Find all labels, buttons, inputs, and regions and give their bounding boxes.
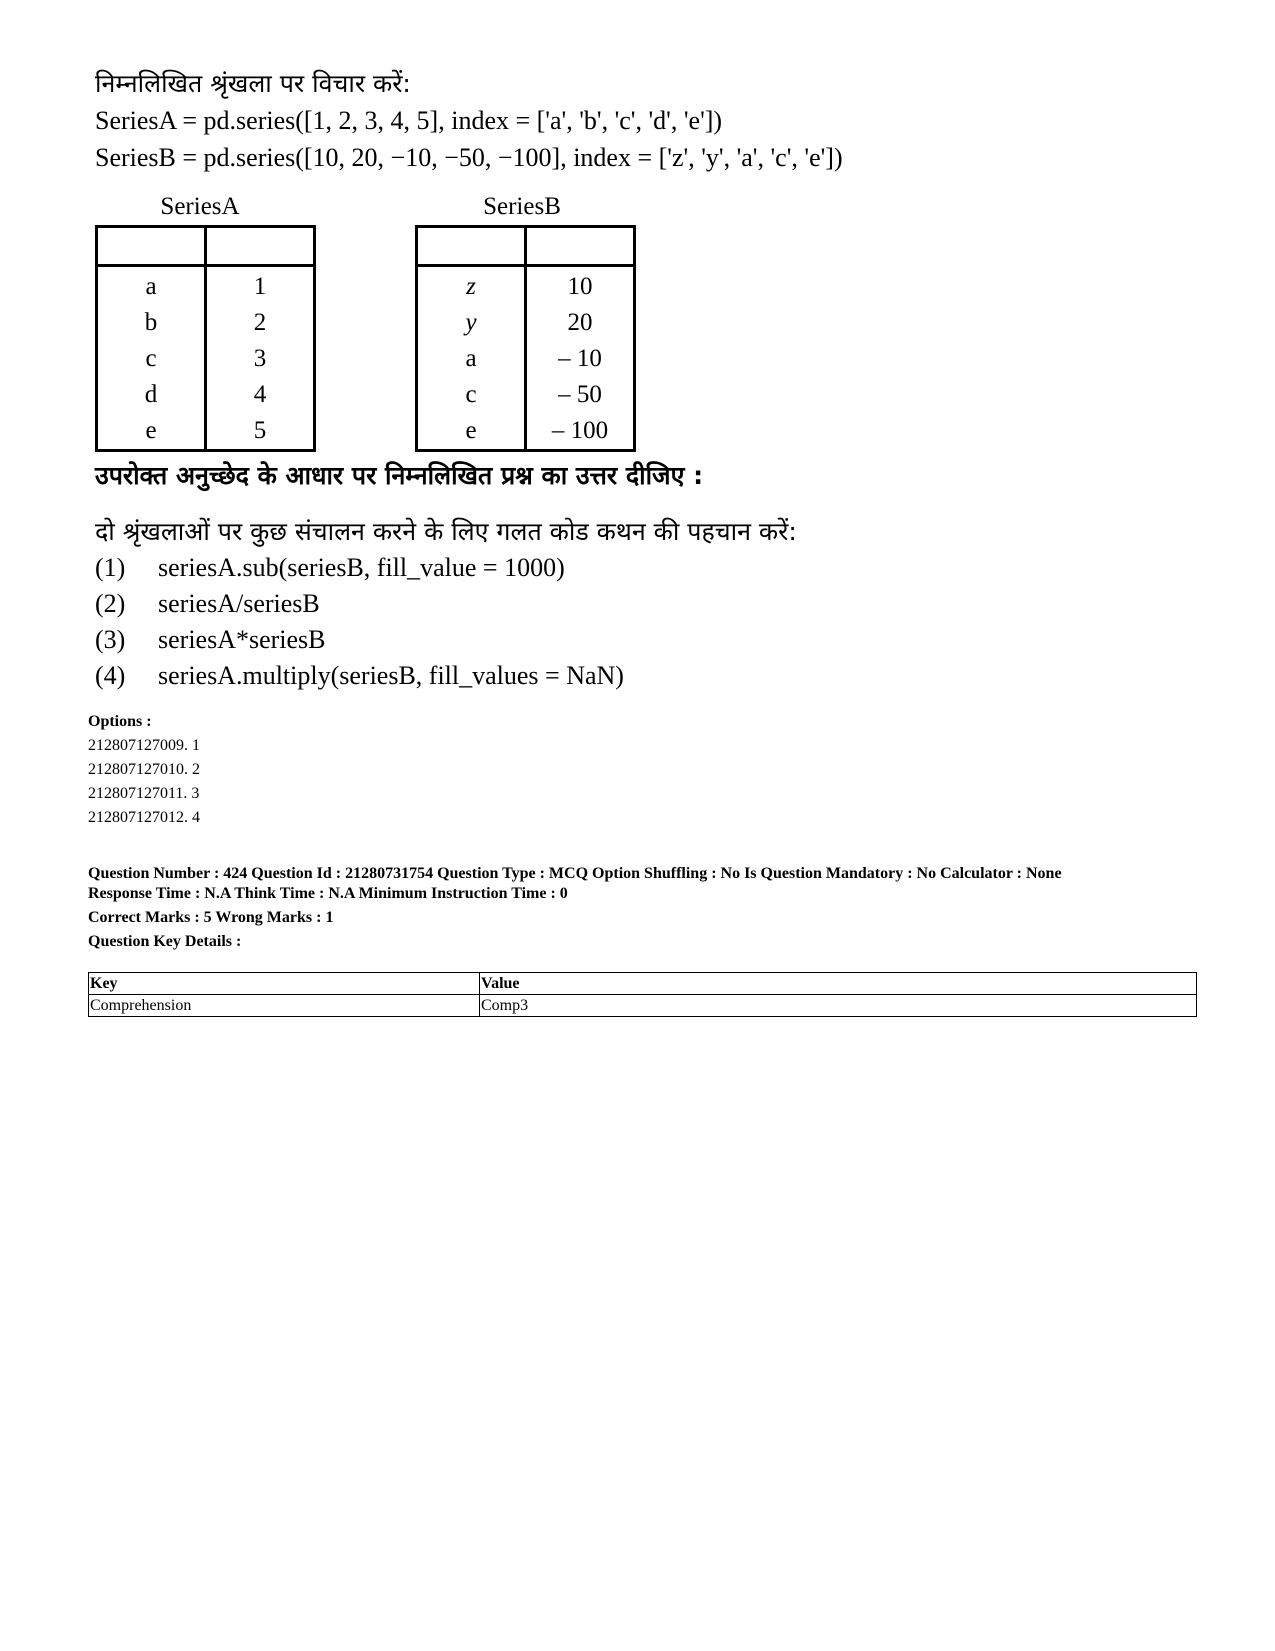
series-a-title: SeriesA: [160, 193, 240, 220]
choice-text: seriesA.sub(seriesB, fill_value = 1000): [158, 553, 565, 582]
table-row: [417, 341, 635, 377]
choice-text: seriesA/seriesB: [158, 589, 320, 618]
value-cell: 1: [206, 266, 315, 306]
table-row: [97, 341, 315, 377]
index-cell: z: [417, 266, 526, 306]
index-cell: d: [97, 377, 206, 413]
series-a-table: [95, 225, 316, 452]
table-row: [89, 995, 1197, 1017]
index-cell: b: [97, 305, 206, 341]
index-cell: c: [97, 341, 206, 377]
header-key: Key: [89, 973, 480, 995]
key-details-label: Question Key Details :: [88, 933, 242, 950]
series-b-title: SeriesB: [483, 193, 561, 220]
index-cell: a: [417, 341, 526, 377]
choice-number: (3): [95, 625, 126, 654]
value-cell: – 50: [526, 377, 635, 413]
value-cell: 5: [206, 413, 315, 451]
header-value: Value: [480, 973, 1197, 995]
table-row: [97, 377, 315, 413]
value-cell: – 100: [526, 413, 635, 451]
series-b-table: [415, 225, 636, 452]
key-cell: Comprehension: [89, 995, 480, 1017]
choice-number: (4): [95, 661, 126, 690]
index-cell: y: [417, 305, 526, 341]
index-cell: e: [97, 413, 206, 451]
value-cell: 4: [206, 377, 315, 413]
table-row: [97, 266, 315, 306]
table-row: [97, 413, 315, 451]
choice-text: seriesA*seriesB: [158, 625, 326, 654]
key-details-table: [88, 972, 1197, 1017]
table-header-row: [89, 973, 1197, 995]
question-meta-line-1: Question Number : 424 Question Id : 21280731754 Question Type : MCQ Option Shuffling : No Is Question Mandatory : No Calculator : None: [88, 865, 1062, 882]
value-cell: 10: [526, 266, 635, 306]
value-cell: 2: [206, 305, 315, 341]
choice-text: seriesA.multiply(seriesB, fill_values = NaN): [158, 661, 624, 690]
table-row: [97, 305, 315, 341]
question-intro: निम्नलिखित श्रृंखला पर विचार करें:: [95, 69, 411, 98]
choice-number: (2): [95, 589, 126, 618]
table-row: [417, 413, 635, 451]
value-cell: 20: [526, 305, 635, 341]
options-label: Options :: [88, 713, 152, 730]
value-cell: – 10: [526, 341, 635, 377]
table-row: [417, 266, 635, 306]
instruction-text: उपरोक्त अनुच्छेद के आधार पर निम्नलिखित प्रश्न का उत्तर दीजिए :: [95, 461, 704, 490]
option-item: 212807127010. 2: [88, 761, 200, 778]
index-cell: c: [417, 377, 526, 413]
marks-line: Correct Marks : 5 Wrong Marks : 1: [88, 909, 334, 926]
value-cell: Comp3: [480, 995, 1197, 1017]
table-row: [417, 377, 635, 413]
code-line-series-a: SeriesA = pd.series([1, 2, 3, 4, 5], index = ['a', 'b', 'c', 'd', 'e']): [95, 106, 723, 135]
question-prompt: दो श्रृंखलाओं पर कुछ संचालन करने के लिए गलत कोड कथन की पहचान करें:: [95, 517, 797, 546]
value-cell: 3: [206, 341, 315, 377]
option-item: 212807127012. 4: [88, 809, 200, 826]
index-cell: e: [417, 413, 526, 451]
code-line-series-b: SeriesB = pd.series([10, 20, −10, −50, −100], index = ['z', 'y', 'a', 'c', 'e']): [95, 143, 843, 172]
option-item: 212807127011. 3: [88, 785, 200, 802]
choice-number: (1): [95, 553, 126, 582]
option-item: 212807127009. 1: [88, 737, 200, 754]
question-meta-line-2: Response Time : N.A Think Time : N.A Minimum Instruction Time : 0: [88, 885, 568, 902]
index-cell: a: [97, 266, 206, 306]
table-row: [417, 305, 635, 341]
